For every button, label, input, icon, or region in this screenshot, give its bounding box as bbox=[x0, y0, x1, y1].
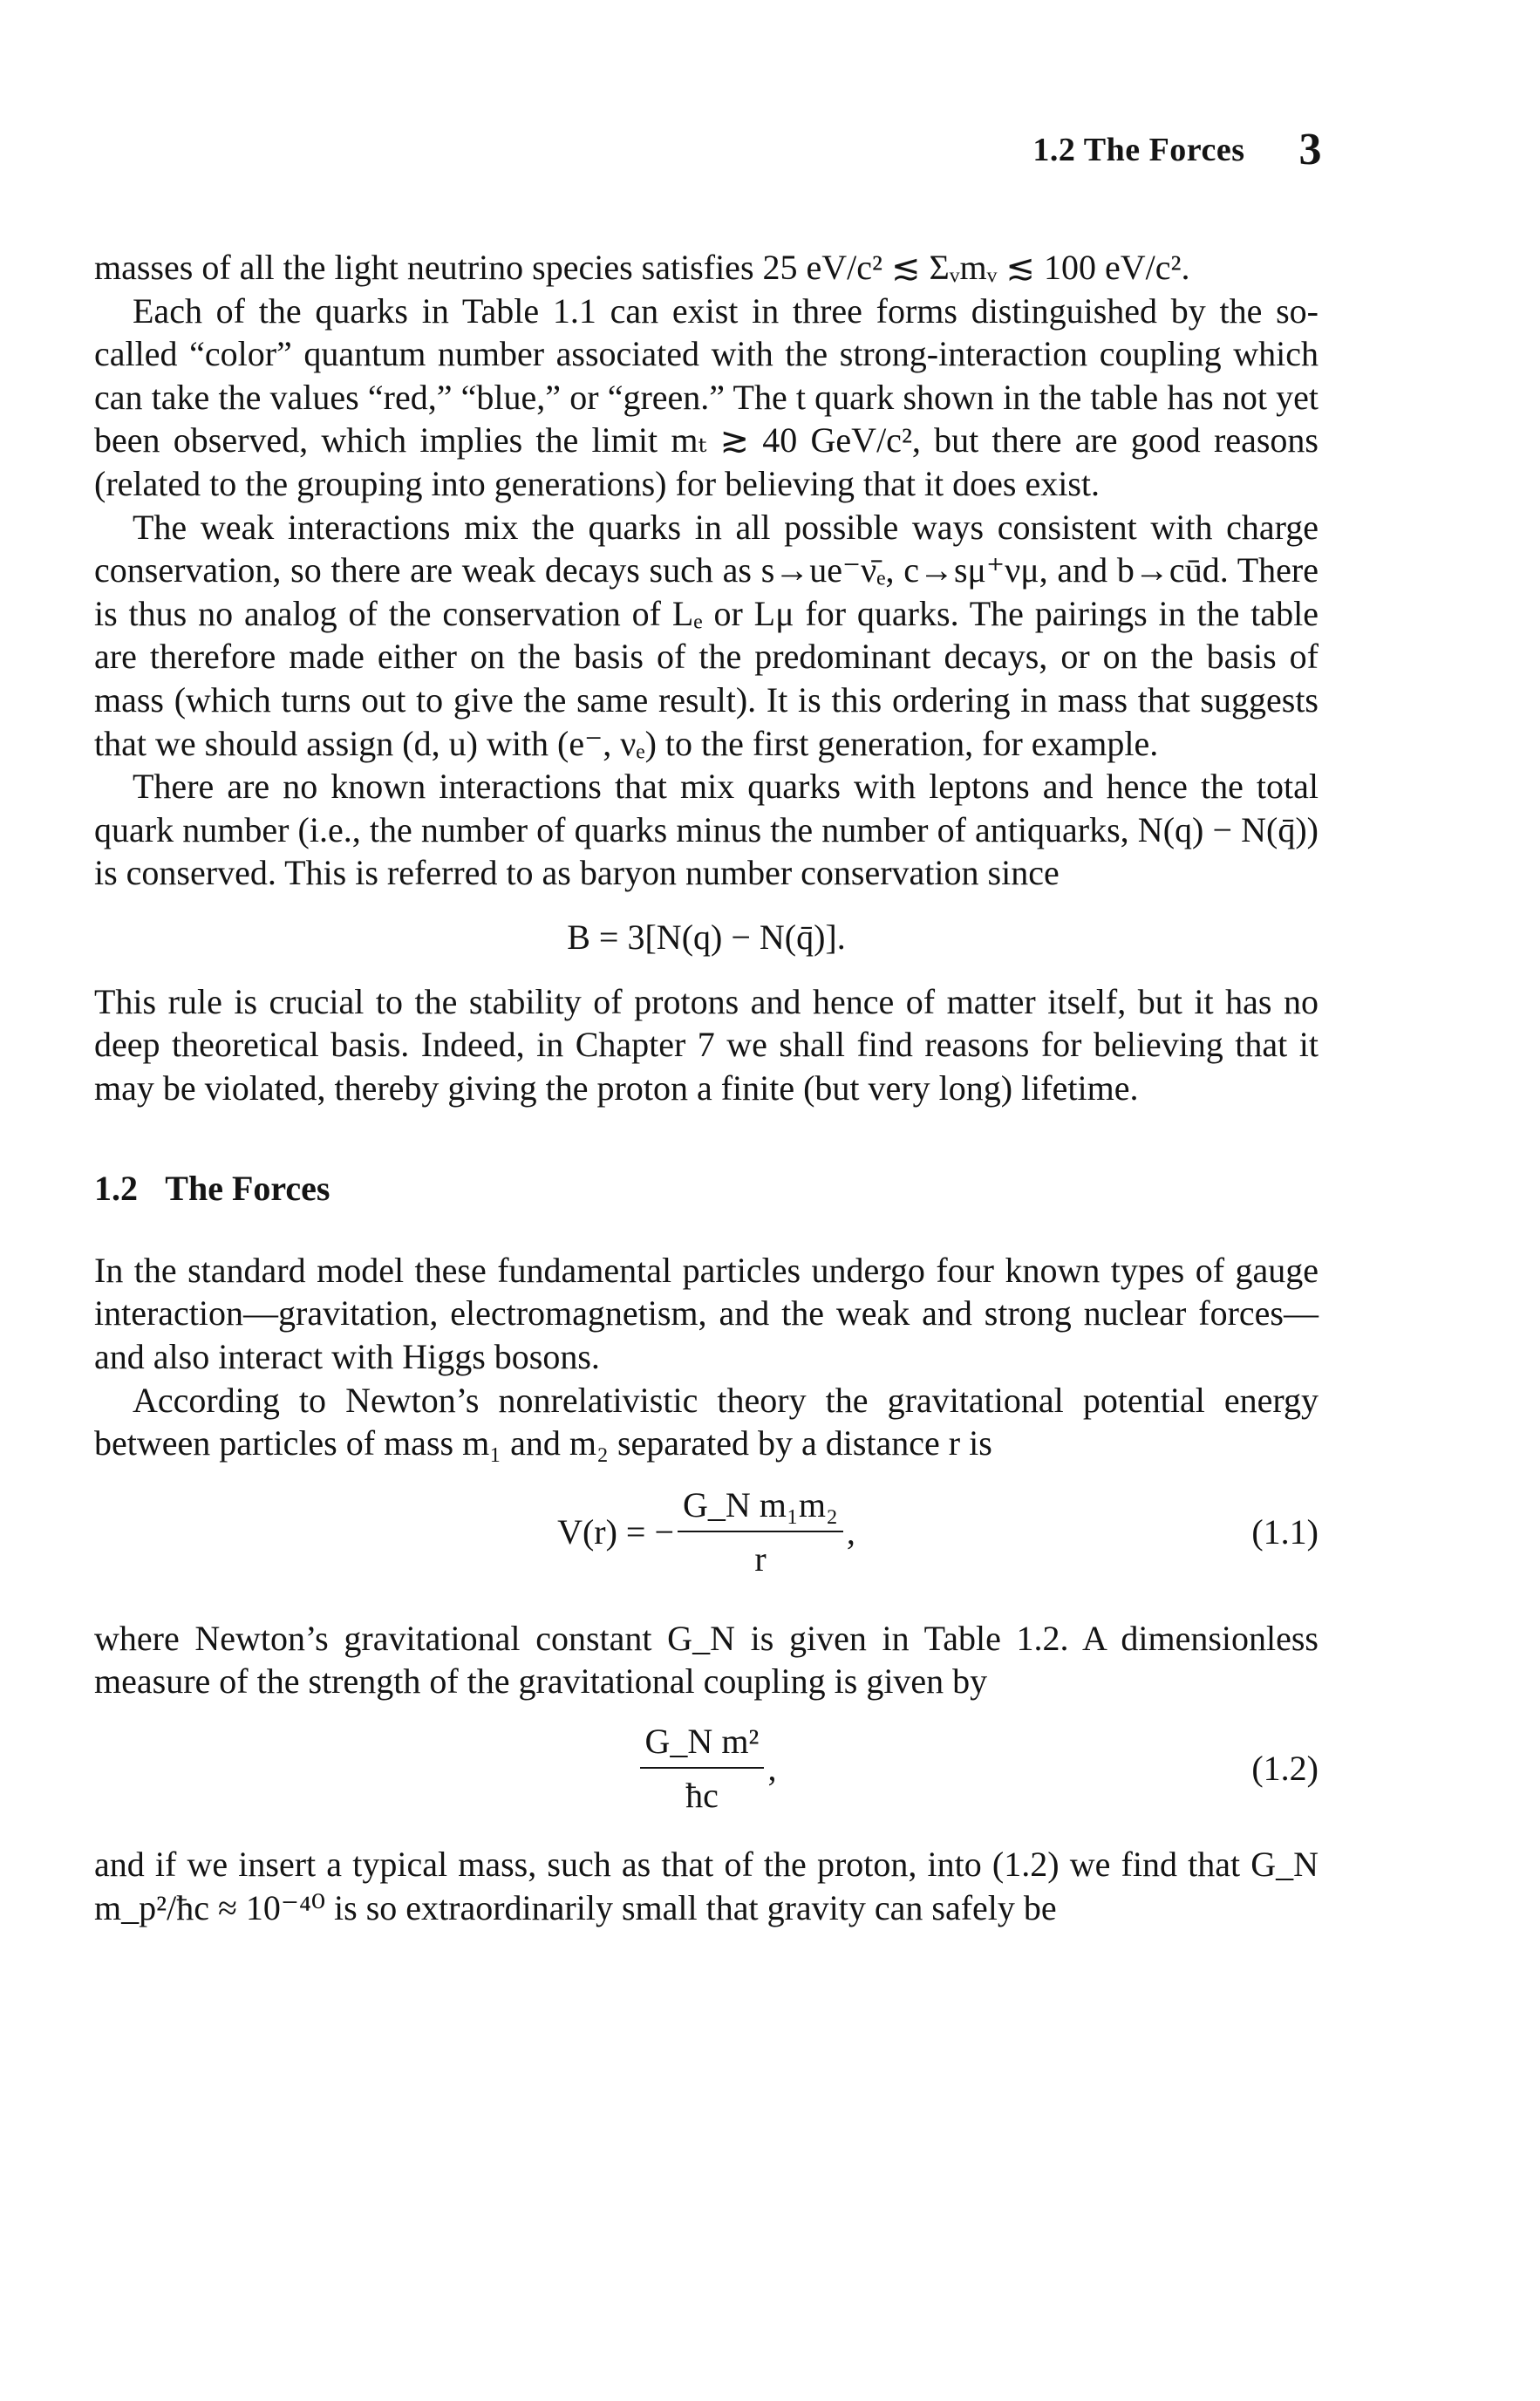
paragraph-newton-theory: According to Newton’s nonrelativistic theory the gravitational potential energy between particles of mass m₁ and m₂ separated by a distance r is bbox=[94, 1380, 1319, 1463]
running-head-section: 1.2 The Forces bbox=[1032, 132, 1245, 168]
equation-1-1-fraction bbox=[678, 1484, 843, 1580]
paragraph-neutrino-masses: masses of all the light neutrino species satisfies 25 eV/c² ≲ Σᵥmᵥ ≲ 100 eV/c². bbox=[94, 248, 1190, 287]
equation-1-2-denominator: ħc bbox=[685, 1776, 719, 1816]
paragraph-quark-number: There are no known interactions that mix quarks with leptons and hence the total quark number (i.e., the number of quarks minus the number of antiquarks, N(q) − N(q̄)) is conserved. This is referred to as baryon number conservation since bbox=[94, 767, 1319, 893]
equation-1-1 bbox=[94, 1467, 1319, 1598]
paragraph-gauge-interactions: In the standard model these fundamental particles undergo four known types of gauge interaction—gravitation, electromagnetism, and the weak and strong nuclear forces—and also interact with Higgs bosons. bbox=[94, 1250, 1319, 1377]
paragraph-proton-stability: This rule is crucial to the stability of protons and hence of matter itself, but it has no deep theoretical basis. Indeed, in Chapter 7 we shall find reasons for believing that it may be violated, thereby giving the proton a finite (but very long) lifetime. bbox=[94, 981, 1319, 1108]
equation-1-2-comma: , bbox=[767, 1749, 777, 1789]
body-text bbox=[94, 246, 1319, 1929]
equation-1-1-lhs: V(r) = − bbox=[557, 1512, 675, 1552]
paragraph-quark-color: Each of the quarks in Table 1.1 can exist in three forms distinguished by the so-called “color” quantum number associated with the strong-interaction coupling which can take the values “red,” “blue,” or “green.” The t quark shown in the table has not yet been observed, which implies the limit mₜ ≳ 40 GeV/c², but there are good reasons (related to the grouping into generations) for believing that it does exist. bbox=[94, 290, 1319, 503]
page-number: 3 bbox=[1298, 125, 1322, 174]
equation-1-2 bbox=[94, 1703, 1319, 1834]
paragraph-proton-gravity: and if we insert a typical mass, such as that of the proton, into (1.2) we find that G_N m_p²/ħc ≈ 10⁻⁴⁰ is so extraordinarily small that gravity can safely be bbox=[94, 1845, 1319, 1927]
section-heading bbox=[94, 1167, 1319, 1211]
equation-1-1-numerator: G_N m₁m₂ bbox=[678, 1484, 843, 1532]
equation-1-1-comma: , bbox=[846, 1512, 855, 1552]
equation-1-2-numerator: G_N m² bbox=[640, 1720, 765, 1769]
paragraph-weak-interactions: The weak interactions mix the quarks in all possible ways consistent with charge conservation, so there are weak decays such as s→ue⁻ν̄ₑ, c→sμ⁺νμ, and b→cūd. There is thus no analog of the conservation of Lₑ or Lμ for quarks. The pairings in the table are therefore made either on the basis of the predominant decays, or on the basis of mass (which turns out to give the same result). It is this ordering in mass that suggests that we should assign (d, u) with (e⁻, νₑ) to the first generation, for example. bbox=[94, 507, 1319, 763]
equation-1-1-denominator: r bbox=[754, 1538, 767, 1579]
equation-baryon-text: B = 3[N(q) − N(q̄)]. bbox=[567, 917, 846, 957]
section-number: 1.2 bbox=[94, 1169, 138, 1209]
equation-baryon-number bbox=[94, 916, 1319, 959]
equation-1-2-number: (1.2) bbox=[1251, 1749, 1319, 1789]
equation-1-2-fraction bbox=[640, 1720, 765, 1817]
equation-1-1-number: (1.1) bbox=[1251, 1512, 1319, 1552]
paragraph-gravitational-constant: where Newton’s gravitational constant G_N is given in Table 1.2. A dimensionless measure of the strength of the gravitational coupling is given by bbox=[94, 1618, 1319, 1702]
section-title: The Forces bbox=[165, 1169, 330, 1209]
running-head bbox=[1032, 120, 1322, 172]
